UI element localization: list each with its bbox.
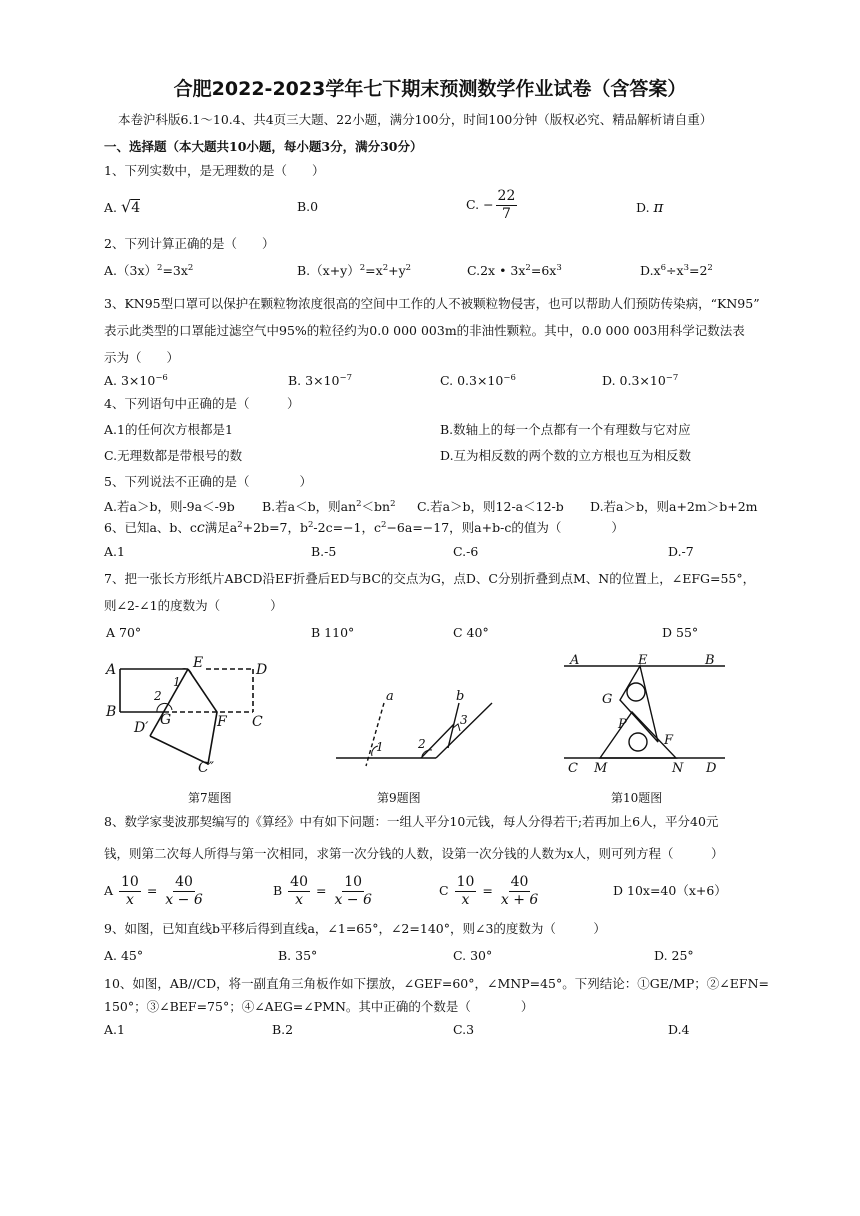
q1-option-d: D. π xyxy=(636,198,664,216)
q7-option-a: A 70° xyxy=(106,625,142,640)
q2-option-c: C.2x • $3x^2=6x^3$ xyxy=(467,263,562,278)
label-angle-1: 1 xyxy=(173,675,181,689)
q5-option-c: C.若a＞b，则12-a＜12-b xyxy=(417,499,564,514)
q3-line2: 表示此类型的口罩能过滤空气中95%的粒径约为0.0 000 003m的非油性颗粒。其中，0.0 000 003用科学记数法表 xyxy=(104,323,745,338)
q4-option-d: D.互为相反数的两个数的立方根也互为相反数 xyxy=(440,448,692,463)
label-E: E xyxy=(638,653,648,668)
label-P: P xyxy=(618,717,627,732)
q7-line2: 则∠2-∠1的度数为（ ） xyxy=(104,598,283,613)
label-D: D xyxy=(706,761,717,776)
q2-option-b: $B.(x+y)^2=x^2+y^2$ xyxy=(297,263,412,278)
label-F: F xyxy=(217,714,227,730)
q10-option-c: C.3 xyxy=(453,1022,475,1037)
label-G: G xyxy=(602,692,613,707)
q3-line1: 3、KN95型口罩可以保护在颗粒物浓度很高的空间中工作的人不被颗粒物侵害，也可以帮助人们预防传染病，“KN95” xyxy=(104,296,760,311)
intro-note: 本卷沪科版6.1～10.4、共4页三大题、22小题，满分100分，时间100分钟（版权必究、精品解析请自重） xyxy=(118,112,713,127)
q9-option-c: C. 30° xyxy=(453,948,493,963)
label-C: C xyxy=(252,714,263,730)
q1-option-c: C. − $\frac{22}{7}$ xyxy=(466,188,516,222)
label-G: G xyxy=(160,712,172,728)
page-title: 合肥2022-2023学年七下期末预测数学作业试卷（含答案） xyxy=(173,78,687,100)
figure-9-caption: 第9题图 xyxy=(377,791,421,805)
q8-line1: 8、数学家斐波那契编写的《算经》中有如下问题：一组人平分10元钱，每人分得若干;若再加上6人，平分40元 xyxy=(104,814,719,829)
q3-line3: 示为（ ） xyxy=(104,350,180,365)
label-Cdoubleprime: C″ xyxy=(198,760,214,776)
figure-10-caption: 第10题图 xyxy=(611,791,663,805)
label-line-b: b xyxy=(456,689,465,704)
q9-option-b: B. 35° xyxy=(278,948,318,963)
label-D: D xyxy=(256,662,268,678)
section-heading: 一、选择题（本大题共10小题，每小题3分，满分30分） xyxy=(104,139,423,154)
q3-option-a: A. $3\times 10^{-6}$ xyxy=(104,373,168,388)
q10-line2: 150°；③∠BEF=75°；④∠AEG=∠PMN。其中正确的个数是（ ） xyxy=(104,999,534,1014)
q8-option-a: A $\frac{10}{x}$ = $\frac{40}{x - 6}$ xyxy=(104,874,203,908)
q6-option-a: A.1 xyxy=(104,544,125,559)
label-A: A xyxy=(570,653,580,668)
q1-option-a: A. √4 xyxy=(104,197,141,216)
q3-option-c: C. $0.3\times 10^{-6}$ xyxy=(440,373,516,388)
figure-9-parallel-lines xyxy=(336,688,496,768)
q6-option-b: B.-5 xyxy=(311,544,337,559)
label-C: C xyxy=(568,761,578,776)
q7-option-b: B 110° xyxy=(311,625,355,640)
q6-option-d: D.-7 xyxy=(668,544,694,559)
q1-stem: 1、下列实数中，是无理数的是（ ） xyxy=(104,163,325,178)
q2-stem: 2、下列计算正确的是（ ） xyxy=(104,236,275,251)
q6-option-c: C.-6 xyxy=(453,544,479,559)
q7-option-d: D 55° xyxy=(662,625,699,640)
label-Dprime: D′ xyxy=(134,720,149,736)
q8-option-b: B $\frac{40}{x}$ = $\frac{10}{x - 6}$ xyxy=(273,874,372,908)
label-angle-2: 2 xyxy=(154,689,162,703)
q9-option-d: D. 25° xyxy=(654,948,694,963)
q4-option-b: B.数轴上的每一个点都有一个有理数与它对应 xyxy=(440,422,691,437)
q3-option-d: D. $0.3\times 10^{-7}$ xyxy=(602,373,679,388)
label-angle-2: 2 xyxy=(418,737,426,751)
q10-option-d: D.4 xyxy=(668,1022,690,1037)
figure-7-fold-diagram xyxy=(100,652,280,777)
label-A: A xyxy=(106,662,117,678)
q10-option-b: B.2 xyxy=(272,1022,294,1037)
q5-stem: 5、下列说法不正确的是（ ） xyxy=(104,474,312,489)
q9-option-a: A. 45° xyxy=(104,948,144,963)
q9-stem: 9、如图，已知直线b平移后得到直线a，∠1=65°，∠2=140°，则∠3的度数为（ ） xyxy=(104,921,606,936)
label-F: F xyxy=(664,733,674,748)
label-B: B xyxy=(705,653,715,668)
label-angle-1: 1 xyxy=(376,740,384,754)
q7-line1: 7、把一张长方形纸片ABCD沿EF折叠后ED与BC的交点为G，点D、C分别折叠到点M、N的位置上，∠EFG=55°， xyxy=(104,571,756,586)
q4-option-a: A.1的任何次方根都是1 xyxy=(104,422,233,437)
label-B: B xyxy=(106,704,117,720)
q8-line2: 钱，则第二次每人所得与第一次相同，求第一次分钱的人数，设第一次分钱的人数为x人，则可列方程（ ） xyxy=(104,846,724,861)
label-line-a: a xyxy=(386,689,394,704)
q10-option-a: A.1 xyxy=(104,1022,125,1037)
q3-option-b: B. $3\times 10^{-7}$ xyxy=(288,373,352,388)
label-angle-3: 3 xyxy=(460,713,468,727)
q2-option-d: $D.x^6\div x^3=2^2$ xyxy=(640,263,713,278)
q5-option-b: B.若a＜b，则$an^2<bn^2$ xyxy=(262,499,396,514)
q7-option-c: C 40° xyxy=(453,625,489,640)
q10-line1: 10、如图，AB//CD，将一副直角三角板作如下摆放，∠GEF=60°，∠MNP=45°。下列结论：①GE/MP；②∠EFN= xyxy=(104,976,769,991)
q8-option-d: D 10x=40（x+6） xyxy=(613,883,727,898)
figure-10-set-squares xyxy=(560,652,730,777)
label-E: E xyxy=(193,655,204,671)
q1-option-b: B.0 xyxy=(297,199,319,214)
q5-option-d: D.若a＞b，则a+2m＞b+2m xyxy=(590,499,758,514)
figure-7-caption: 第7题图 xyxy=(188,791,232,805)
q4-option-c: C.无理数都是带根号的数 xyxy=(104,448,243,463)
label-N: N xyxy=(672,761,684,776)
q6-stem: 6、已知a、b、cc满足$a^2+2b=7$，$b^2-2c=-1$，$c^2-6a=-17$，则a+b-c的值为（ ） xyxy=(104,520,624,536)
label-M: M xyxy=(594,761,608,776)
q2-option-a: $A.(3x)^2=3x^2$ xyxy=(104,263,194,278)
q8-option-c: C $\frac{10}{x}$ = $\frac{40}{x + 6}$ xyxy=(439,874,539,908)
q4-stem: 4、下列语句中正确的是（ ） xyxy=(104,396,300,411)
q5-option-a: A.若a＞b，则-9a＜-9b xyxy=(104,499,235,514)
